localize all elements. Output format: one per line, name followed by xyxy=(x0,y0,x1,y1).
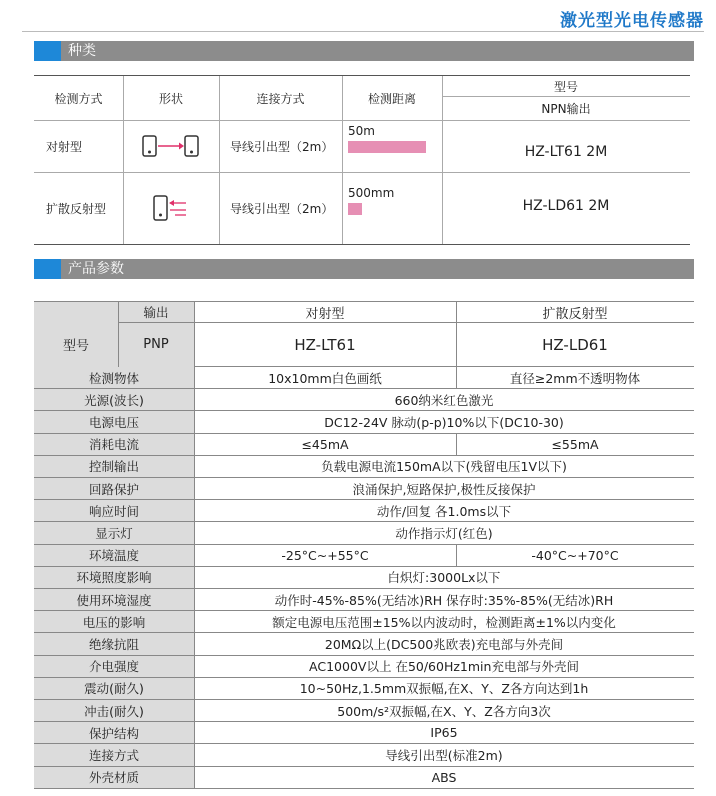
param-label: 响应时间 xyxy=(34,500,194,521)
param-label: 介电强度 xyxy=(34,656,194,677)
param-value-diffuse: ≤55mA xyxy=(551,436,599,452)
param-row xyxy=(34,434,694,456)
param-value: 额定电源电压范围±15%以内波动时，检测距离±1%以内变化 xyxy=(272,614,616,630)
row-model: HZ-LD61 2M xyxy=(522,198,610,214)
row-model: HZ-LT61 2M xyxy=(524,144,608,160)
param-row xyxy=(34,567,694,589)
section-title-params: 产品参数 xyxy=(68,261,124,277)
param-label: 绝缘抗阻 xyxy=(34,633,194,654)
grid-line xyxy=(118,302,119,367)
param-value: 动作指示灯(红色) xyxy=(395,525,493,541)
param-row xyxy=(34,678,694,700)
param-value: 动作时-45%-85%(无结冰)RH 保存时:35%-85%(无结冰)RH xyxy=(274,592,614,608)
param-value: 20MΩ以上(DC500兆欧表)充电部与外壳间 xyxy=(324,636,564,652)
header-shape: 形状 xyxy=(158,91,183,106)
header-distance: 检测距离 xyxy=(367,91,416,106)
param-label: 控制输出 xyxy=(34,456,194,477)
row-distance-label: 50m xyxy=(348,124,375,138)
param-label: 环境照度影响 xyxy=(34,567,194,588)
brand-title: 激光型光电传感器 xyxy=(560,11,704,31)
header-connection: 连接方式 xyxy=(256,91,305,106)
through-beam-icon xyxy=(123,120,219,172)
param-row xyxy=(34,389,694,411)
param-row xyxy=(34,633,694,655)
param-label: 显示灯 xyxy=(34,522,194,543)
param-row xyxy=(34,744,694,766)
param-label: 冲击(耐久) xyxy=(34,700,194,721)
param-value: 10~50Hz,1.5mm双振幅,在X、Y、Z各方向达到1h xyxy=(299,681,589,697)
param-value: 导线引出型(标准2m) xyxy=(385,747,503,763)
header-output: 输出 xyxy=(143,305,169,320)
header-divider xyxy=(22,31,704,32)
header-npn: NPN输出 xyxy=(541,101,591,116)
param-row xyxy=(34,700,694,722)
param-label: 连接方式 xyxy=(34,744,194,765)
header-pnp: PNP xyxy=(143,337,169,352)
header-model-label: 型号 xyxy=(62,339,89,354)
param-value: 动作/回复 各1.0ms以下 xyxy=(376,503,512,519)
param-value: 500m/s²双振幅,在X、Y、Z各方向3次 xyxy=(337,703,551,719)
section-accent xyxy=(34,259,61,279)
header-model-through: HZ-LT61 xyxy=(294,335,356,354)
header-diffuse: 扩散反射型 xyxy=(542,306,608,322)
param-label: 检测物体 xyxy=(34,367,194,388)
grid-line xyxy=(194,302,195,366)
param-row xyxy=(34,722,694,744)
param-value: 白炽灯:3000Lx以下 xyxy=(387,570,501,586)
param-value: DC12-24V 脉动(p-p)10%以下(DC10-30) xyxy=(324,414,564,430)
param-row xyxy=(34,545,694,567)
param-value-through: 10x10mm白色画纸 xyxy=(268,370,382,386)
param-label: 消耗电流 xyxy=(34,434,194,455)
header-model-diffuse: HZ-LD61 xyxy=(542,335,608,354)
section-bar-types xyxy=(34,41,694,61)
types-table xyxy=(34,75,690,245)
param-row xyxy=(34,522,694,544)
grid-line xyxy=(456,302,457,366)
param-value: IP65 xyxy=(430,725,458,741)
param-value: AC1000V以上 在50/60Hz1min充电部与外壳间 xyxy=(309,659,579,675)
param-label: 电压的影响 xyxy=(34,611,194,632)
param-label: 回路保护 xyxy=(34,478,194,499)
distance-bar xyxy=(348,141,426,153)
grid-line xyxy=(118,322,694,323)
param-label: 光源(波长) xyxy=(34,389,194,410)
row-connection: 导线引出型（2m） xyxy=(230,201,334,216)
param-value-diffuse: 直径≥2mm不透明物体 xyxy=(509,370,641,386)
param-label: 使用环境湿度 xyxy=(34,589,194,610)
param-value-diffuse: -40°C~+70°C xyxy=(531,547,619,563)
row-method: 扩散反射型 xyxy=(46,201,107,216)
param-row xyxy=(34,656,694,678)
param-label: 外壳材质 xyxy=(34,767,194,788)
distance-bar xyxy=(348,203,362,215)
param-row xyxy=(34,589,694,611)
param-value-through: ≤45mA xyxy=(301,436,349,452)
param-row xyxy=(34,767,694,789)
param-label: 环境温度 xyxy=(34,545,194,566)
param-label: 保护结构 xyxy=(34,722,194,743)
section-title-types: 种类 xyxy=(68,43,96,59)
param-row xyxy=(34,478,694,500)
param-value: 浪涌保护,短路保护,极性反接保护 xyxy=(352,481,536,497)
section-bar-params xyxy=(34,259,694,279)
section-accent xyxy=(34,41,61,61)
param-row xyxy=(34,367,694,389)
row-distance-label: 500mm xyxy=(348,186,395,200)
param-row xyxy=(34,456,694,478)
diffuse-reflective-icon xyxy=(123,172,219,244)
param-row xyxy=(34,500,694,522)
param-row xyxy=(34,411,694,433)
header-method: 检测方式 xyxy=(54,91,103,106)
row-method: 对射型 xyxy=(46,139,83,154)
param-row xyxy=(34,611,694,633)
header-model: 型号 xyxy=(553,79,578,94)
param-label: 震动(耐久) xyxy=(34,678,194,699)
param-value: ABS xyxy=(431,769,457,785)
param-value: 660纳米红色激光 xyxy=(394,392,494,408)
param-label: 电源电压 xyxy=(34,411,194,432)
row-connection: 导线引出型（2m） xyxy=(230,139,334,154)
param-value-through: -25°C~+55°C xyxy=(281,547,369,563)
params-header xyxy=(34,301,694,367)
header-through: 对射型 xyxy=(305,306,345,322)
param-value: 负载电源电流150mA以下(残留电压1V以下) xyxy=(321,459,567,475)
